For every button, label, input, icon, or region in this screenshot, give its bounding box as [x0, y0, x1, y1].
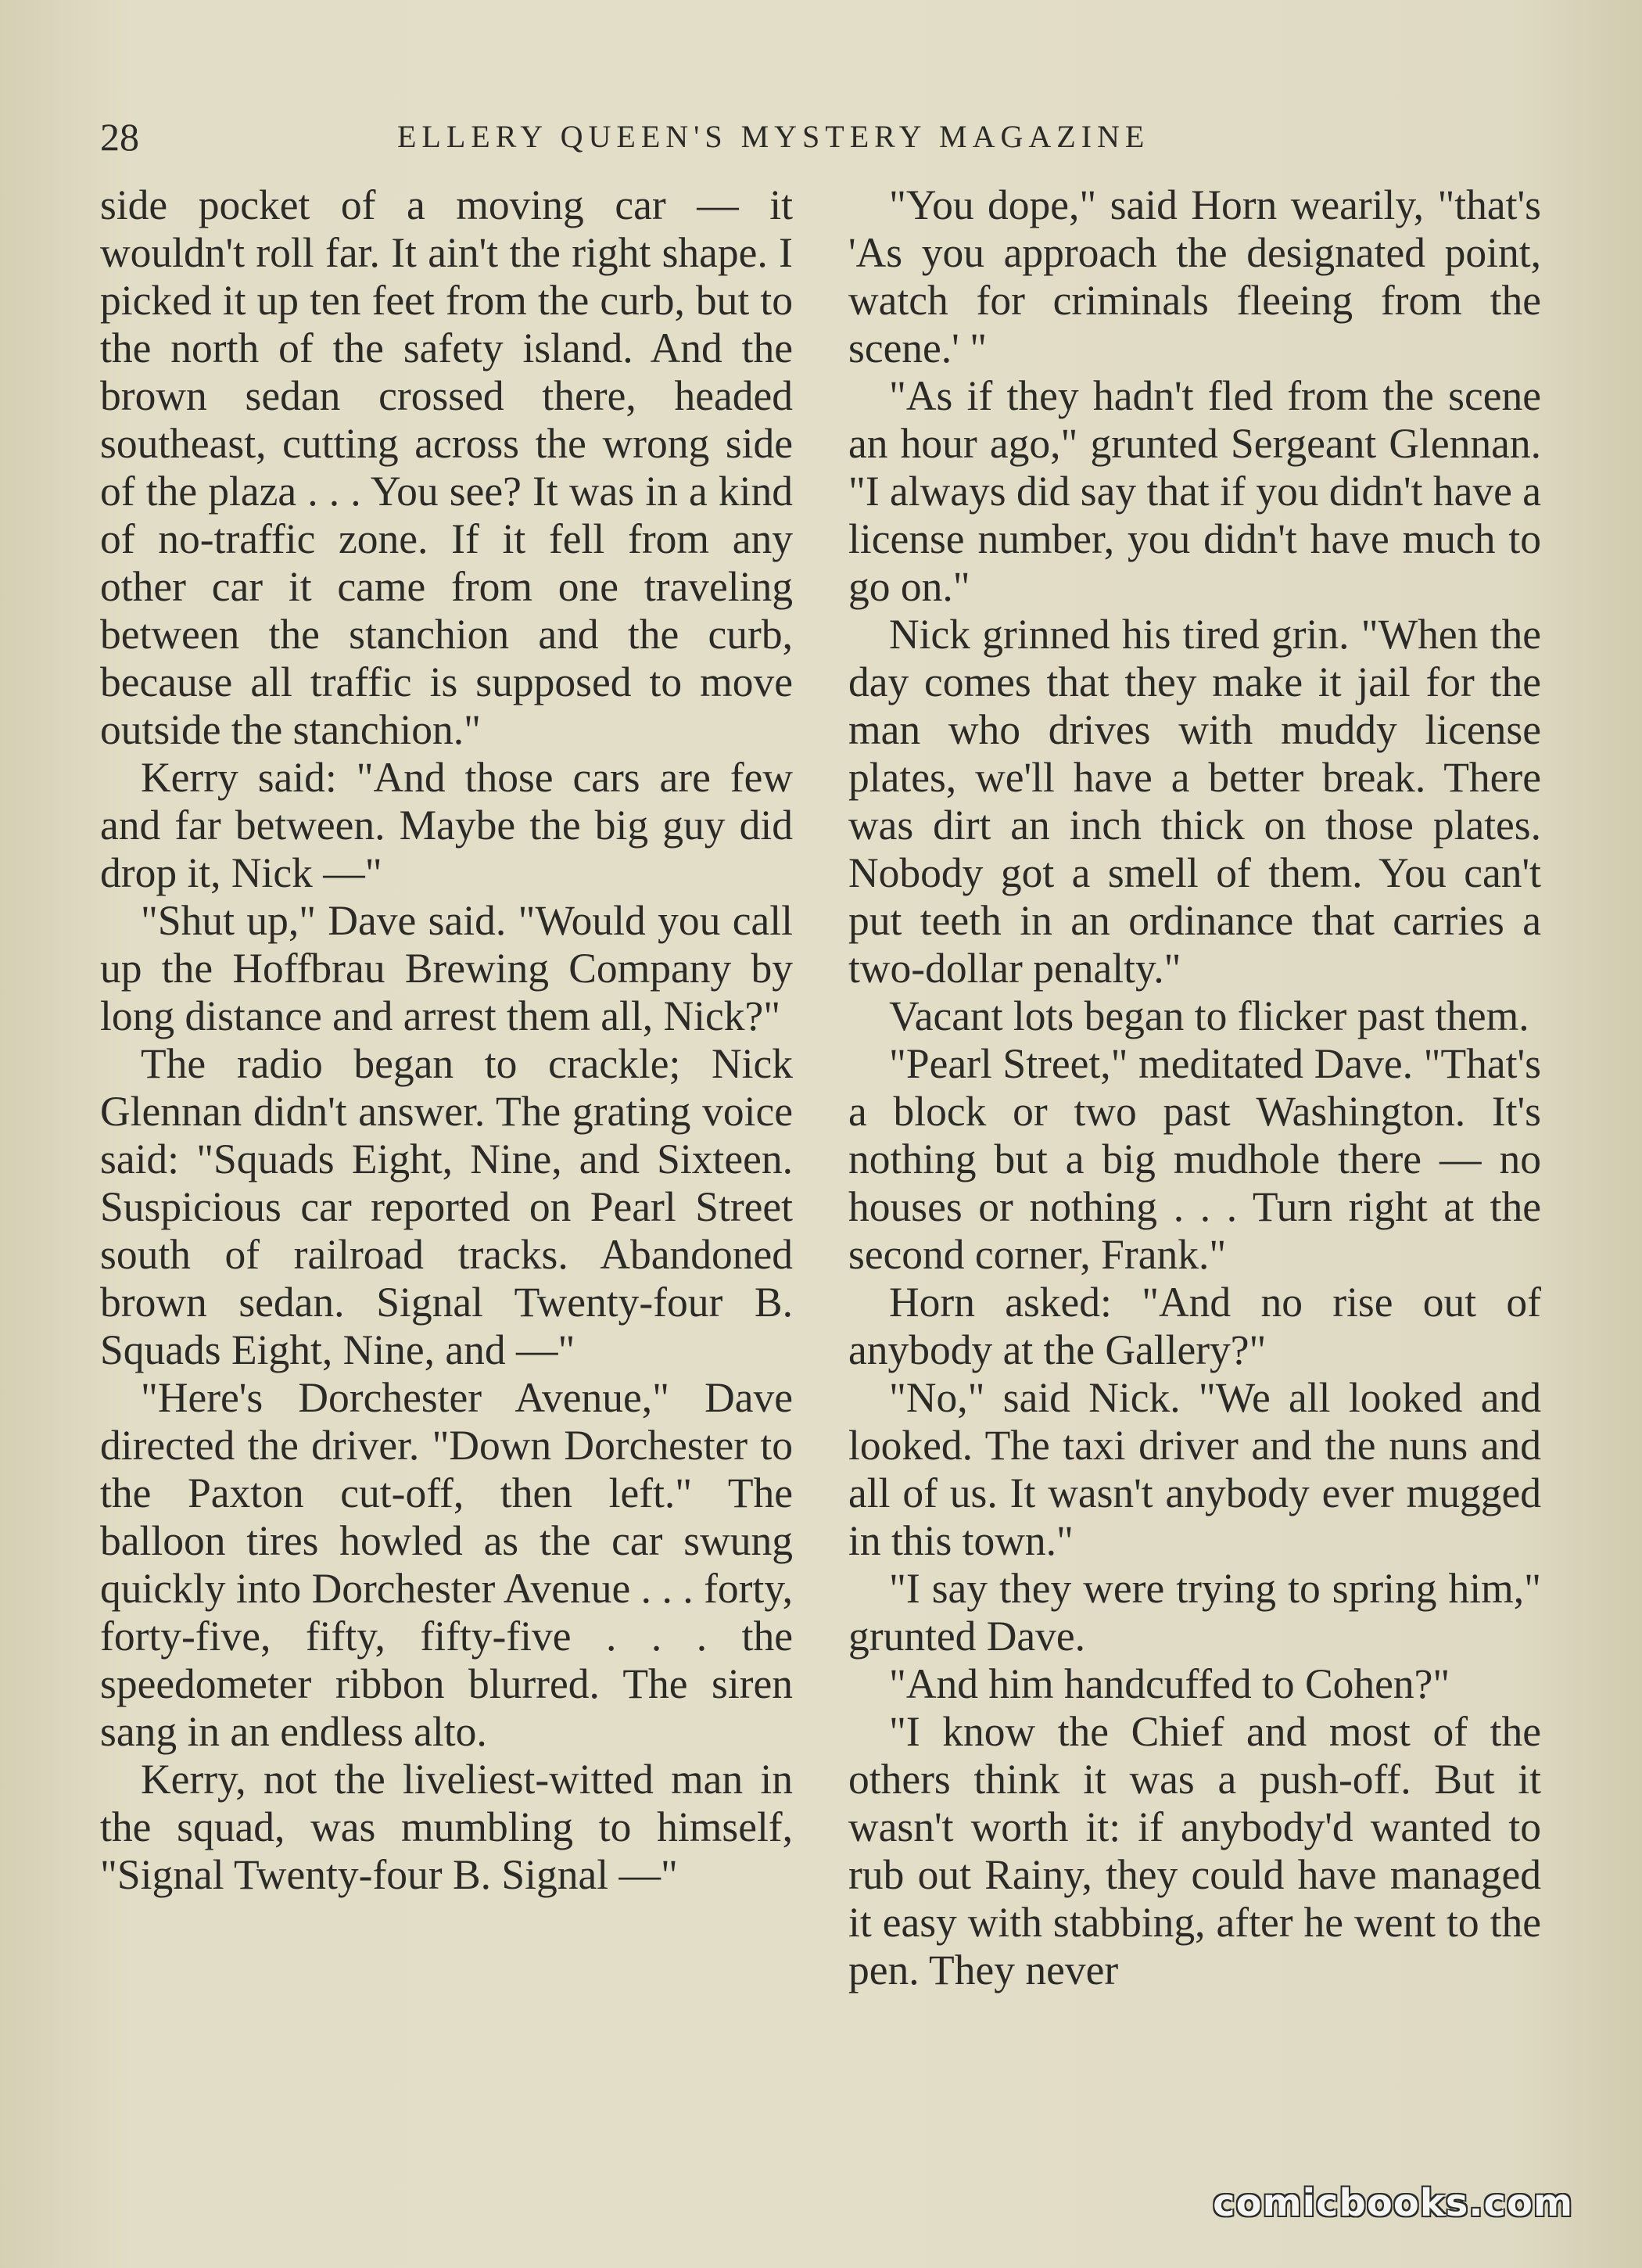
paragraph: Nick grinned his tired grin. "When the day comes that they make it jail for the man who drives with muddy license plates, we'll have a better break. There was dirt an inch thick on those plates. Nobody got a smell of them. You can't put teeth in an ordinance that carries a two-dollar penalty.": [848, 611, 1541, 992]
right-column: [848, 181, 1541, 1994]
paragraph: "Pearl Street," meditated Dave. "That's a block or two past Washington. It's nothing but a big mudhole there — no houses or nothing . . . Turn right at the second corner, Frank.": [848, 1040, 1541, 1278]
paragraph: "I say they were trying to spring him," grunted Dave.: [848, 1565, 1541, 1660]
paragraph: Vacant lots began to flicker past them.: [889, 992, 1529, 1039]
paragraph: "As if they hadn't fled from the scene an hour ago," grunted Sergeant Glennan. "I always did say that if you didn't have a license number, you didn't have much to go on.": [848, 372, 1541, 610]
paragraph: "No," said Nick. "We all looked and looked. The taxi driver and the nuns and all of us. It wasn't anybody ever mugged in this town.": [848, 1374, 1541, 1564]
paragraph: "Here's Dorchester Avenue," Dave directed the driver. "Down Dorchester to the Paxton cut-off, then left." The balloon tires howled as the car swung quickly into Dorchester Avenue . . . forty, forty-five, fifty, fifty-five . . . the speedometer ribbon blurred. The siren sang in an endless alto.: [100, 1374, 793, 1755]
paragraph: Kerry, not the liveliest-witted man in the squad, was mumbling to himself, "Signal Twenty-four B. Signal —": [100, 1756, 793, 1898]
paragraph: "Shut up," Dave said. "Would you call up the Hoffbrau Brewing Company by long distance and arrest them all, Nick?": [100, 897, 793, 1039]
paragraph: Horn asked: "And no rise out of anybody at the Gallery?": [848, 1279, 1541, 1373]
paragraph: "I know the Chief and most of the others think it was a push-off. But it wasn't worth it: if anybody'd wanted to rub out Rainy, they could have managed it easy with stabbing, after he went to the pen. They never: [848, 1708, 1541, 1993]
paragraph: "You dope," said Horn wearily, "that's 'As you approach the designated point, watch for criminals fleeing from the scene.' ": [848, 181, 1541, 371]
page-header: [100, 113, 1554, 160]
left-column: [100, 181, 793, 1899]
running-title: ELLERY QUEEN'S MYSTERY MAGAZINE: [397, 119, 1150, 154]
page-number: 28: [100, 115, 139, 159]
paragraph: Kerry said: "And those cars are few and far between. Maybe the big guy did drop it, Nick —": [100, 754, 793, 896]
paragraph: "And him handcuffed to Cohen?": [889, 1660, 1450, 1707]
paragraph: side pocket of a moving car — it wouldn't roll far. It ain't the right shape. I picked it up ten feet from the curb, but to the north of the safety island. And the brown sedan crossed there, headed southeast, cutting across the wrong side of the plaza . . . You see? It was in a kind of no-traffic zone. If it fell from any other car it came from one traveling between the stanchion and the curb, because all traffic is supposed to move outside the stanchion.": [100, 181, 793, 753]
site-watermark: comicbooks.com: [1213, 2181, 1573, 2225]
paragraph: The radio began to crackle; Nick Glennan didn't answer. The grating voice said: "Squads Eight, Nine, and Sixteen. Suspicious car reported on Pearl Street south of railroad tracks. Abandoned brown sedan. Signal Twenty-four B. Squads Eight, Nine, and —": [100, 1040, 793, 1373]
